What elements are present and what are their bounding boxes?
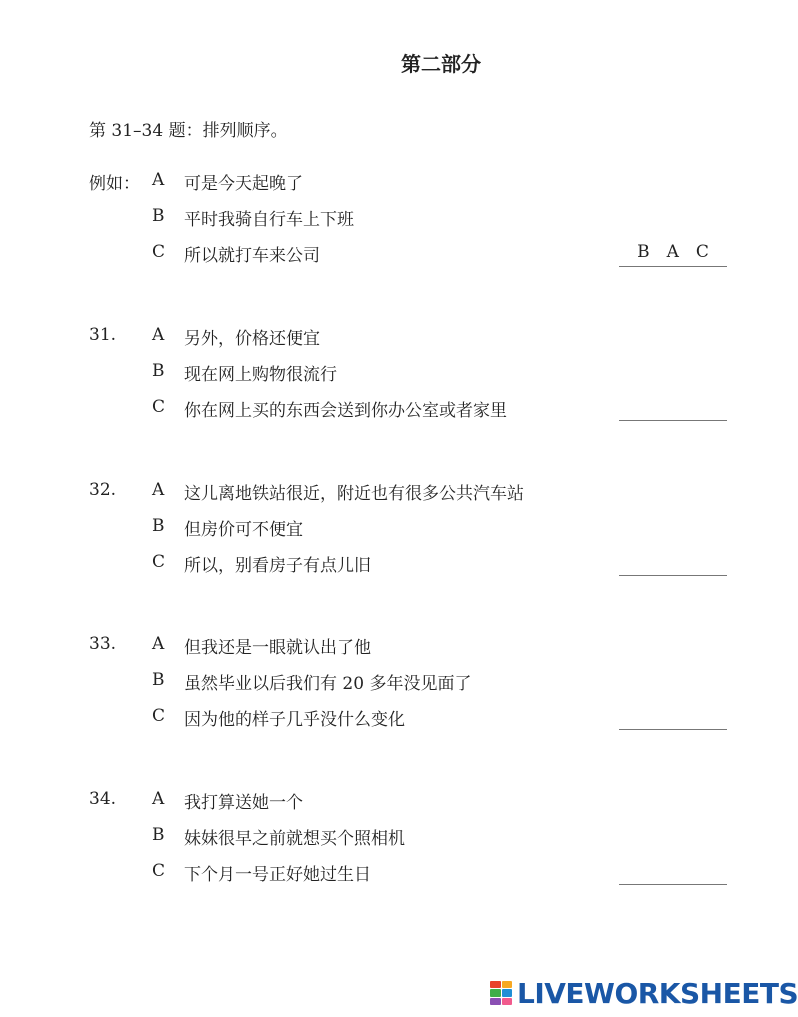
option-letter: C xyxy=(152,552,166,572)
example-option-letter: C xyxy=(152,242,166,262)
logo-square xyxy=(502,998,513,1005)
option-text: 我打算送她一个 xyxy=(184,793,303,813)
logo-square xyxy=(490,981,501,988)
question-number: 31. xyxy=(89,325,117,345)
example-answer xyxy=(619,242,727,266)
example-answer-letter: B xyxy=(637,242,650,262)
option-letter: B xyxy=(152,825,165,845)
option-text: 但我还是一眼就认出了他 xyxy=(184,638,371,658)
liveworksheets-logo xyxy=(490,978,798,1008)
logo-square xyxy=(490,998,501,1005)
logo-square xyxy=(490,989,501,996)
option-letter: A xyxy=(152,325,165,345)
option-text: 你在网上买的东西会送到你办公室或者家里 xyxy=(184,401,507,421)
option-letter: B xyxy=(152,670,165,690)
option-text: 妹妹很早之前就想买个照相机 xyxy=(184,829,405,849)
question-number: 32. xyxy=(89,480,117,500)
answer-blank-31[interactable] xyxy=(619,420,727,421)
option-letter: A xyxy=(152,480,165,500)
option-letter: C xyxy=(152,397,166,417)
option-letter: B xyxy=(152,361,165,381)
logo-text: LIVEWORKSHEETS xyxy=(517,976,798,1010)
question-number: 33. xyxy=(89,634,117,654)
example-answer-letter: A xyxy=(666,242,679,262)
example-option-text: 可是今天起晚了 xyxy=(184,174,303,194)
option-text: 所以，别看房子有点儿旧 xyxy=(184,556,371,576)
example-answer-letter: C xyxy=(695,242,709,262)
example-label: 例如： xyxy=(89,174,140,194)
option-text: 下个月一号正好她过生日 xyxy=(184,865,371,885)
option-letter: C xyxy=(152,861,166,881)
option-letter: C xyxy=(152,706,166,726)
answer-blank-33[interactable] xyxy=(619,729,727,730)
option-text: 另外，价格还便宜 xyxy=(184,329,320,349)
option-letter: A xyxy=(152,634,165,654)
option-text: 因为他的样子几乎没什么变化 xyxy=(184,710,405,730)
logo-square xyxy=(502,989,513,996)
example-option-letter: A xyxy=(152,170,165,190)
example-option-text: 平时我骑自行车上下班 xyxy=(184,210,354,230)
answer-blank-34[interactable] xyxy=(619,884,727,885)
option-text: 但房价可不便宜 xyxy=(184,520,303,540)
answer-blank-32[interactable] xyxy=(619,575,727,576)
option-text: 现在网上购物很流行 xyxy=(184,365,337,385)
question-number: 34. xyxy=(89,789,117,809)
page-title: 第二部分 xyxy=(401,52,481,76)
option-letter: B xyxy=(152,516,165,536)
logo-squares-icon xyxy=(490,981,512,1005)
option-text: 这儿离地铁站很近，附近也有很多公共汽车站 xyxy=(184,484,524,504)
example-answer-line xyxy=(619,266,727,267)
option-letter: A xyxy=(152,789,165,809)
instruction: 第 31–34 题：排列顺序。 xyxy=(89,121,288,141)
option-text: 虽然毕业以后我们有 20 多年没见面了 xyxy=(184,674,472,694)
logo-square xyxy=(502,981,513,988)
example-option-text: 所以就打车来公司 xyxy=(184,246,320,266)
example-option-letter: B xyxy=(152,206,165,226)
